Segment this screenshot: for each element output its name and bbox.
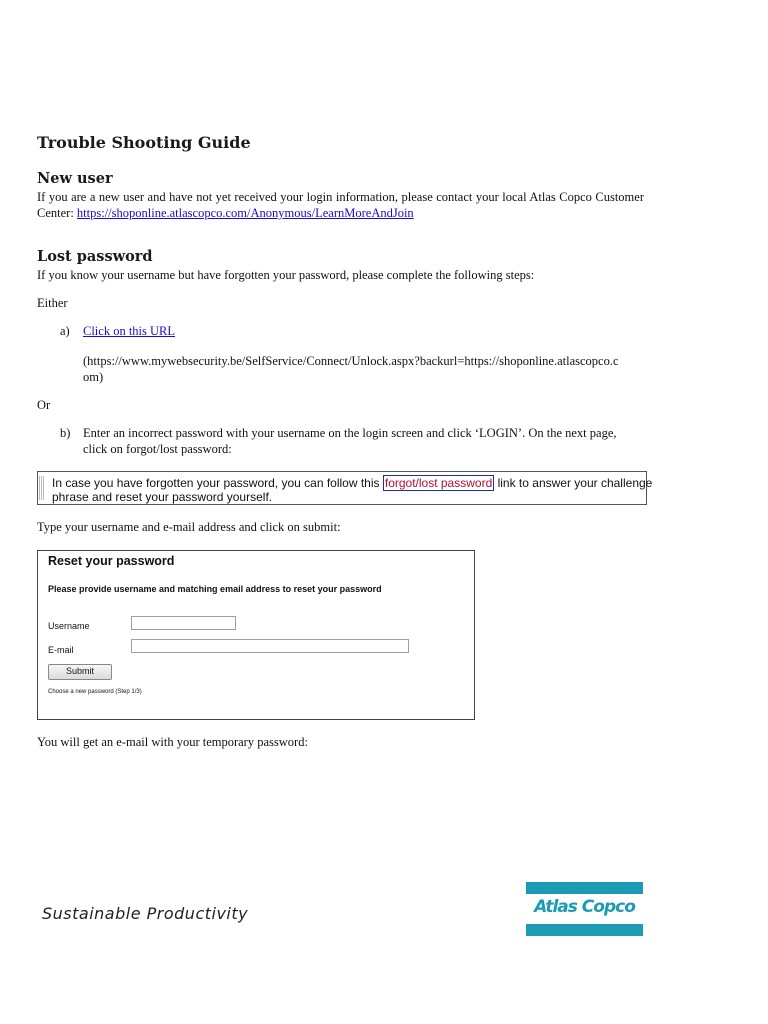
email-input[interactable] (131, 639, 409, 653)
step-indicator: Choose a new password (Step 1/3) (48, 689, 142, 695)
unlock-url-text-cont: om) (83, 370, 104, 384)
reset-password-screenshot (37, 550, 475, 720)
forgot-password-screenshot (37, 471, 653, 505)
learn-more-link[interactable]: https://shoponline.atlascopco.com/Anonymous/LearnMoreAndJoin (76, 206, 414, 220)
message-text-line2: phrase and reset your password yourself. (52, 490, 273, 504)
email-label: E-mail (48, 645, 74, 655)
new-user-heading: New user (37, 170, 113, 187)
step-b-text: Enter an incorrect password with your username on the login screen and click ‘LOGIN’. On the next page, (83, 426, 617, 440)
atlas-copco-logo (526, 882, 643, 936)
message-text: In case you have forgotten your password, you can follow this (52, 476, 383, 490)
logo-bottom-bar (526, 924, 643, 936)
reset-password-title: Reset your password (48, 554, 175, 568)
step-b-text-cont: click on forgot/lost password: (83, 442, 232, 456)
step-a-marker: a) (60, 324, 70, 338)
or-label: Or (37, 398, 51, 412)
logo-top-bar (526, 882, 643, 894)
forgot-password-link[interactable]: forgot/lost password (384, 476, 493, 490)
submit-button[interactable]: Submit (48, 664, 112, 680)
message-text-cont: link to answer your challenge (494, 476, 653, 490)
submit-instruction: Type your username and e-mail address and click on submit: (37, 520, 341, 534)
unlock-url-link[interactable]: Click on this URL (83, 324, 176, 338)
screenshot-edge-decoration (39, 476, 45, 500)
either-label: Either (37, 296, 68, 310)
lost-password-heading: Lost password (37, 248, 153, 265)
reset-password-description: Please provide username and matching email address to reset your password (48, 584, 382, 594)
new-user-text: If you are a new user and have not yet received your login information, please contact your local Atlas Copco Customer Center: (37, 190, 644, 220)
lost-password-intro: If you know your username but have forgotten your password, please complete the following steps: (37, 268, 535, 282)
username-label: Username (48, 621, 90, 631)
forgot-password-message (52, 476, 652, 504)
page-title: Trouble Shooting Guide (37, 133, 251, 152)
unlock-url-text: (https://www.mywebsecurity.be/SelfService/Connect/Unlock.aspx?backurl=https://shoponline.atlascopco.c (83, 354, 619, 368)
new-user-paragraph (37, 189, 644, 221)
slogan: Sustainable Productivity (42, 904, 249, 923)
email-note: You will get an e-mail with your temporary password: (37, 735, 308, 749)
step-b-marker: b) (60, 426, 71, 440)
logo-wordmark: Atlas Copco (534, 897, 635, 917)
username-input[interactable] (131, 616, 236, 630)
